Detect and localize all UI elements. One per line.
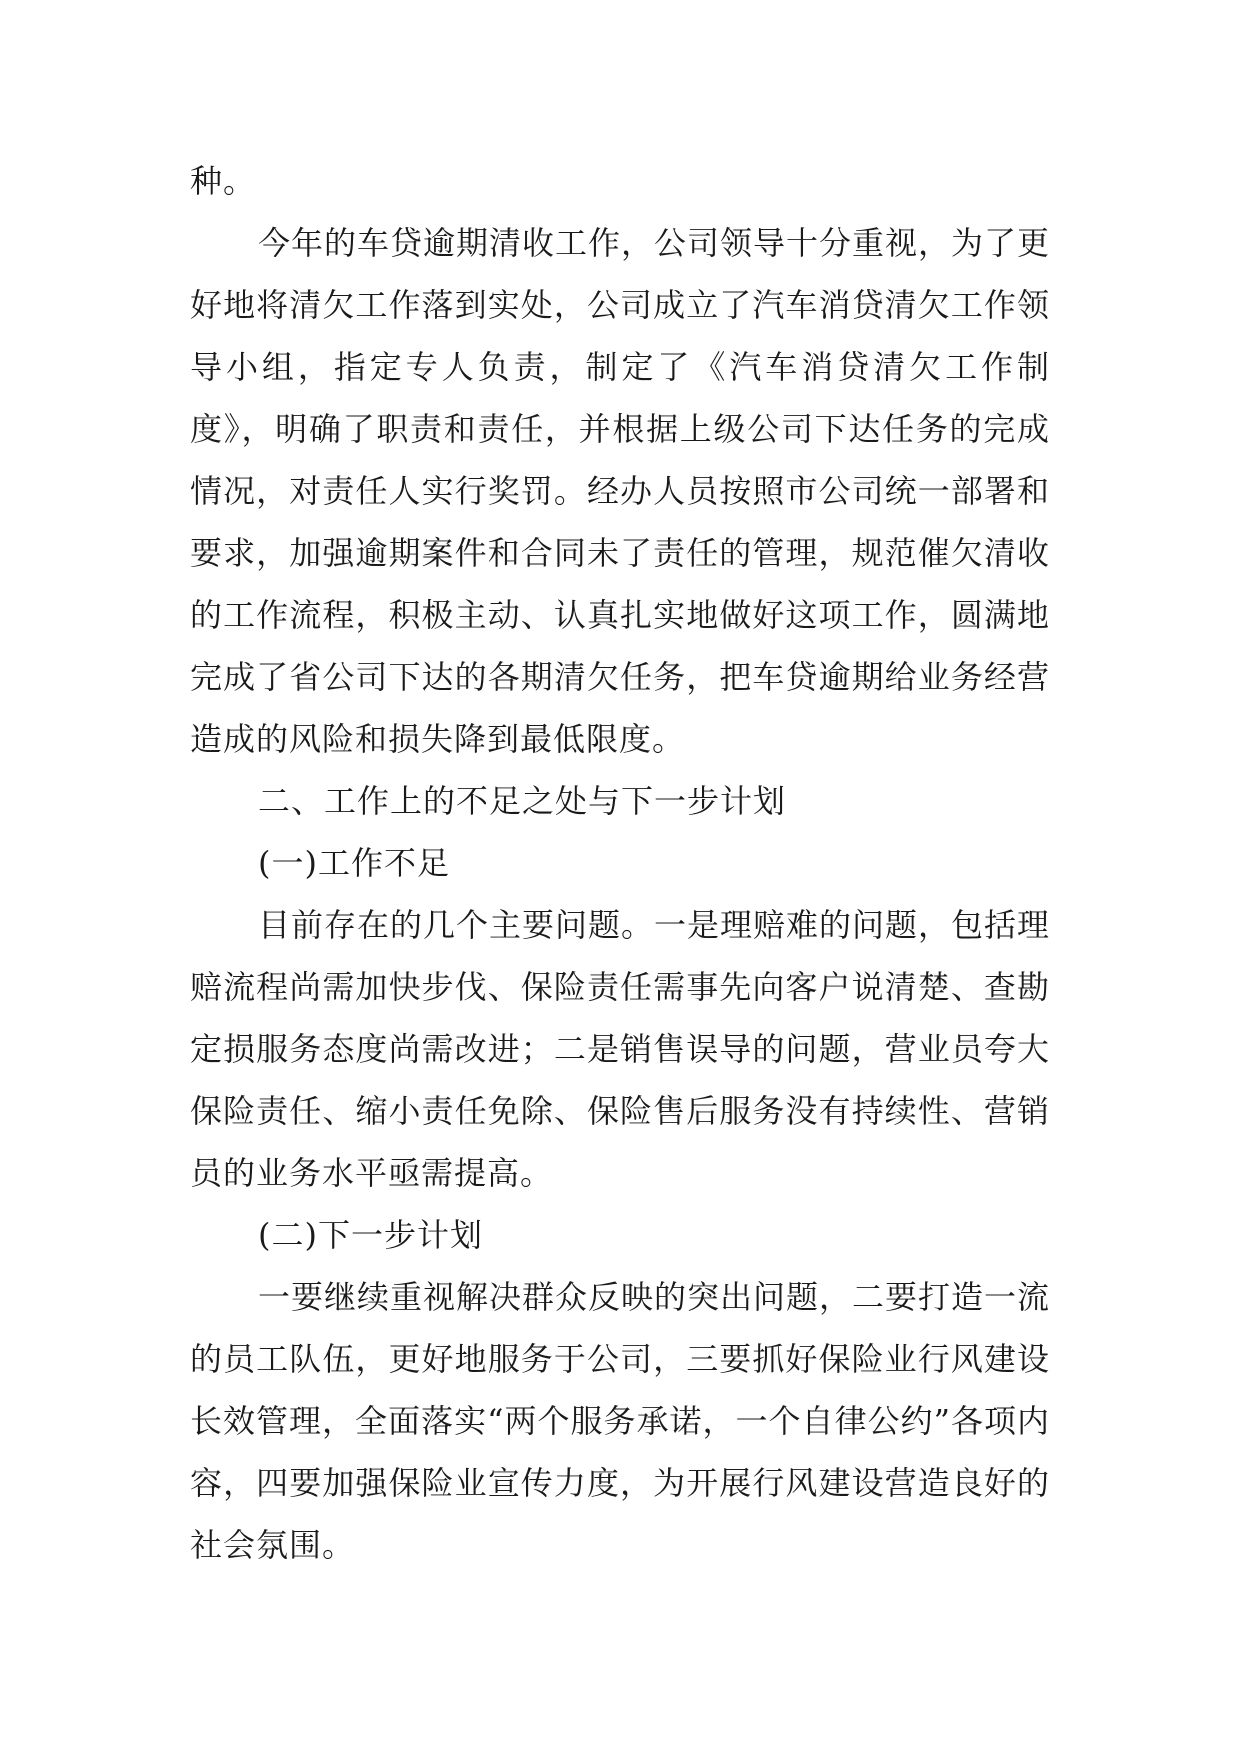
- paragraph-plan-details: 一要继续重视解决群众反映的突出问题，二要打造一流的员工队伍，更好地服务于公司，三要抓好保险业行风建设长效管理，全面落实“两个服务承诺，一个自律公约”各项内容，四要加强保险业宣传力度，为开展行风建设营造良好的社会氛围。: [190, 1278, 1051, 1564]
- subheading-work-shortcomings: (一)工作不足: [258, 844, 450, 882]
- section-heading-shortcomings-and-plan: 二、工作上的不足之处与下一步计划: [258, 782, 787, 820]
- paragraph-main-problems: 目前存在的几个主要问题。一是理赔难的问题，包括理赔流程尚需加快步伐、保险责任需事先向客户说清楚、查勘定损服务态度尚需改进；二是销售误导的问题，营业员夸大保险责任、缩小责任免除、保险售后服务没有持续性、营销员的业务水平亟需提高。: [190, 906, 1051, 1192]
- document-page: [190, 150, 1050, 1576]
- paragraph-car-loan-collection: 今年的车贷逾期清收工作，公司领导十分重视，为了更好地将清欠工作落到实处，公司成立了汽车消贷清欠工作领导小组，指定专人负责，制定了《汽车消贷清欠工作制度》，明确了职责和责任，并根据上级公司下达任务的完成情况，对责任人实行奖罚。经办人员按照市公司统一部署和要求，加强逾期案件和合同未了责任的管理，规范催欠清收的工作流程，积极主动、认真扎实地做好这项工作，圆满地完成了省公司下达的各期清欠任务，把车贷逾期给业务经营造成的风险和损失降到最低限度。: [190, 224, 1051, 758]
- paragraph-continuation: 种。: [190, 162, 257, 200]
- subheading-next-plan: (二)下一步计划: [258, 1216, 483, 1254]
